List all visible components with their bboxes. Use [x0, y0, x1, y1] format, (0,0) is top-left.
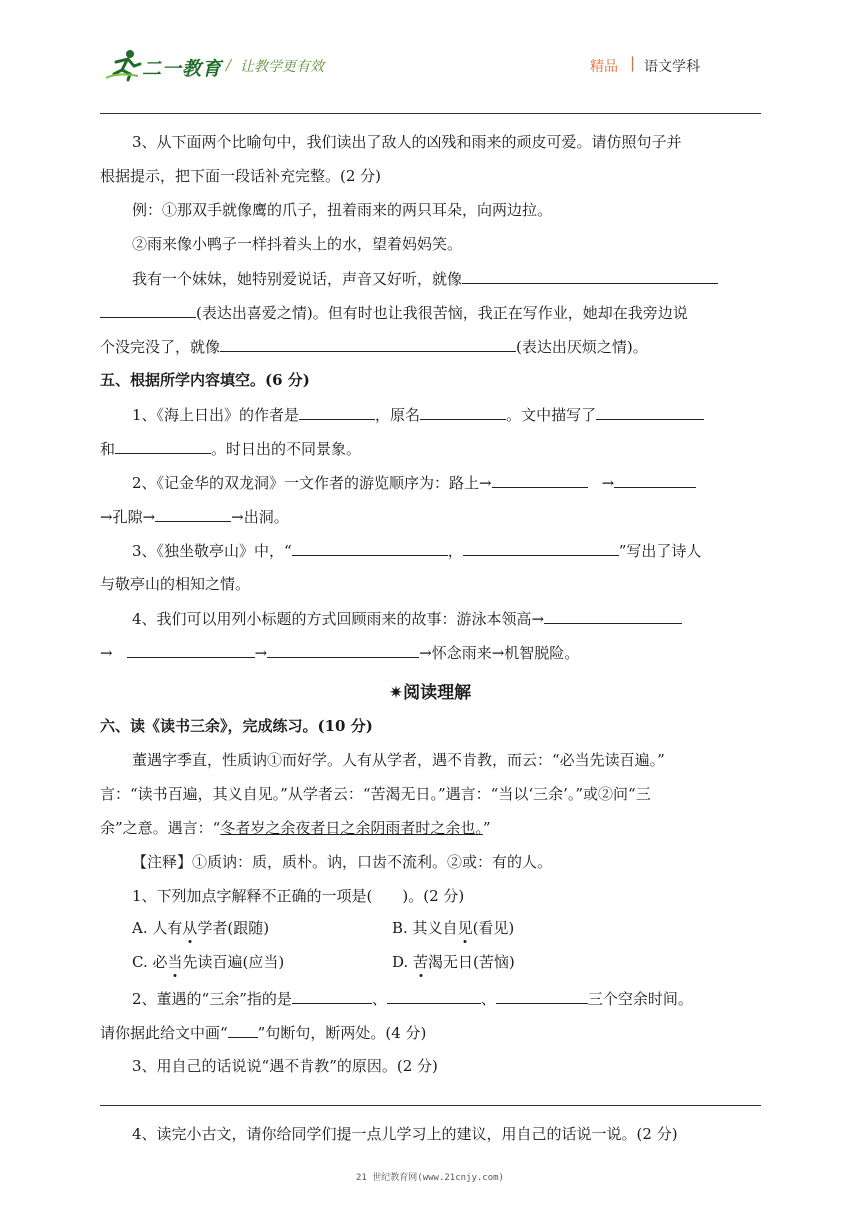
- tag-divider: |: [630, 54, 636, 72]
- page-header: [104, 46, 764, 86]
- fill-in-line: 2、董遇的“三余”指的是 、 、 三个空余时间。: [132, 990, 693, 1008]
- answer-blank[interactable]: [496, 988, 588, 1004]
- question-text: 1、下列加点字解释不正确的一项是( )。(2 分): [132, 887, 465, 905]
- answer-blank: [228, 1022, 258, 1038]
- slogan-divider: /: [226, 56, 232, 74]
- question-text: 3、用自己的话说说“遇不肯教”的原因。(2 分): [132, 1057, 438, 1075]
- example-sentence: ②雨来像小鸭子一样抖着头上的水，望着妈妈笑。: [132, 235, 463, 253]
- answer-blank[interactable]: [292, 988, 372, 1004]
- question-text: 4、读完小古文，请你给同学们提一点儿学习上的建议，用自己的话说一说。(2 分): [132, 1125, 678, 1143]
- passage-text: 言：“读书百遍，其义自见。”从学者云：“苦渴无日。”遇言：“当以‘三余’。”或②问“三: [100, 785, 651, 803]
- option-a[interactable]: A. 人有从学者(跟随): [132, 919, 270, 937]
- underlined-sentence: 冬者岁之余夜者日之余阴雨者时之余也。: [220, 819, 483, 837]
- fill-in-line: 4、我们可以用列小标题的方式回顾雨来的故事：游泳本领高→: [100, 608, 793, 629]
- section-heading: 六、读《读书三余》，完成练习。(10 分): [100, 717, 373, 735]
- option-b[interactable]: B. 其义自见(看见): [392, 919, 515, 937]
- fill-in-line: 1、《海上日出》的作者是 ，原名 。文中描写了: [100, 404, 793, 425]
- quality-tag: 精品: [590, 59, 618, 75]
- option-c[interactable]: C. 必当先读百遍(应当): [132, 953, 285, 971]
- runner-logo-icon: [104, 48, 144, 82]
- option-d[interactable]: D. 苦渴无日(苦恼): [392, 953, 515, 971]
- header-divider: [100, 113, 761, 114]
- answer-blank[interactable]: [596, 404, 704, 420]
- answer-blank[interactable]: [292, 540, 448, 556]
- fill-in-line: → → →怀念雨来→机智脱险。: [100, 644, 580, 662]
- answer-blank[interactable]: [100, 302, 196, 318]
- subject-tag: 语文学科: [644, 59, 700, 75]
- section-heading: 五、根据所学内容填空。(6 分): [100, 371, 310, 389]
- question-text: 根据提示，把下面一段话补充完整。(2 分): [100, 167, 382, 185]
- answer-blank[interactable]: [544, 608, 682, 624]
- answer-blank[interactable]: [299, 404, 375, 420]
- answer-blank[interactable]: [420, 404, 506, 420]
- fill-in-line: →孔隙→ →出洞。: [100, 508, 289, 526]
- passage-text: 董遇字季直，性质讷①而好学。人有从学者，遇不肯教，而云：“必当先读百遍。”: [132, 751, 665, 769]
- answer-blank[interactable]: [220, 336, 516, 352]
- fill-in-line: 和 。时日出的不同景象。: [100, 440, 362, 458]
- slogan: 让教学更有效: [240, 59, 324, 75]
- answer-blank[interactable]: [387, 988, 481, 1004]
- question-text: 请你据此给文中画“ ”句断句，断两处。(4 分): [100, 1024, 427, 1042]
- answer-blank[interactable]: [614, 472, 696, 488]
- annotation-note: 【注释】①质讷：质，质朴。讷，口齿不流利。②或：有的人。: [132, 853, 553, 871]
- footer-source: 21 世纪教育网(www.21cnjy.com): [356, 1173, 504, 1183]
- passage-text: 余”之意。遇言：“冬者岁之余夜者日之余阴雨者时之余也。”: [100, 819, 491, 837]
- answer-blank[interactable]: [115, 438, 211, 454]
- fill-in-line: 我有一个妹妹，她特别爱说话，声音又好听，就像: [100, 268, 793, 289]
- answer-blank[interactable]: [155, 506, 231, 522]
- fill-in-line: 2、《记金华的双龙洞》一文作者的游览顺序为：路上→ →: [100, 472, 793, 493]
- answer-blank[interactable]: [127, 642, 255, 658]
- fill-in-line: (表达出喜爱之情)。但有时也让我很苦恼，我正在写作业，她却在我旁边说: [100, 302, 761, 323]
- answer-blank[interactable]: [267, 642, 419, 658]
- answer-line[interactable]: [100, 1105, 761, 1106]
- answer-blank[interactable]: [492, 472, 588, 488]
- example-sentence: 例：①那双手就像鹰的爪子，扭着雨来的两只耳朵，向两边拉。: [132, 201, 553, 219]
- question-text: 3、从下面两个比喻句中，我们读出了敌人的凶残和雨来的顽皮可爱。请仿照句子并: [132, 133, 682, 151]
- logo-text: 二一教育: [142, 58, 223, 80]
- answer-blank[interactable]: [462, 268, 718, 284]
- fill-in-line: 个没完没了，就像 (表达出厌烦之情)。: [100, 338, 648, 356]
- reading-section-title: ✷阅读理解: [388, 683, 472, 703]
- answer-blank[interactable]: [463, 540, 619, 556]
- question-text: 与敬亭山的相知之情。: [100, 575, 251, 593]
- fill-in-line: 3、《独坐敬亭山》中，“ ， ”写出了诗人: [132, 542, 702, 560]
